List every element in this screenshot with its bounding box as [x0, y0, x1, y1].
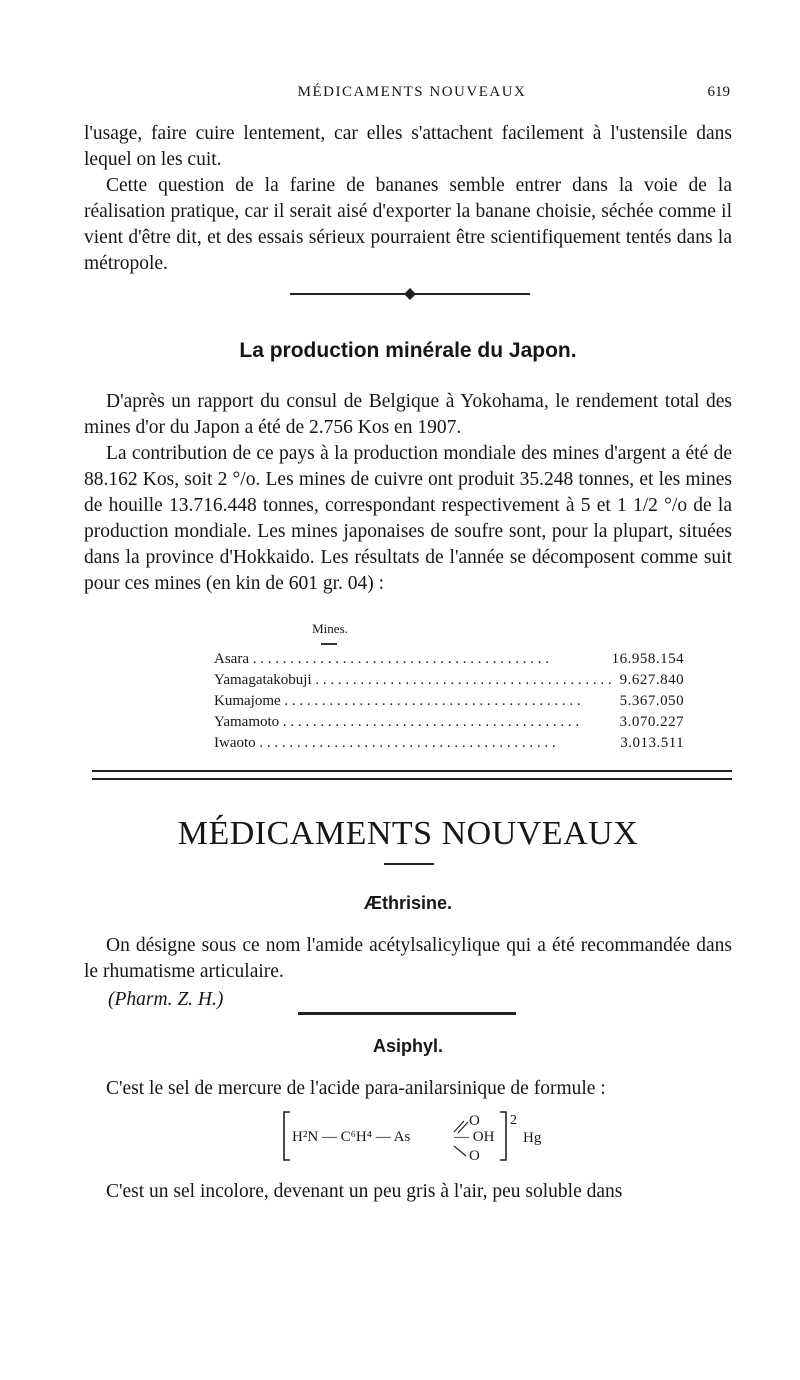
formula-metal: Hg: [523, 1130, 542, 1146]
aethrisine-reference: (Pharm. Z. H.): [108, 989, 224, 1010]
asiphyl-paragraph: C'est le sel de mercure de l'acide para-anilarsinique de formule :: [106, 1078, 606, 1099]
mine-value: 3.070.227: [619, 714, 685, 730]
intro-paragraph: Cette question de la farine de bananes semble entrer dans la voie de la réalisation pratique, car il serait aisé d'exporter la banane choisie, séchée comme il vient d'être dit, et des essais sérieux pourraient être scientifiquement tentés dans la métropole.: [84, 175, 732, 274]
formula-left-group: H²N — C⁶H⁴ — As: [292, 1129, 411, 1145]
mines-table-row: [214, 712, 684, 733]
asiphyl-block: [84, 1076, 732, 1102]
mines-table-heading: Mines.: [312, 621, 348, 636]
mine-name: Asara . . . . . . . . . . . . . . . . . . . . . . . . . . . . . . . . . . . . . . . .: [214, 651, 549, 667]
formula-middle-group: — OH: [454, 1129, 495, 1145]
formula-single-bond: [454, 1146, 466, 1156]
mines-table: [214, 649, 684, 754]
mine-value: 3.013.511: [620, 735, 685, 751]
asiphyl-last-line-block: [84, 1179, 744, 1205]
asiphyl-title: Asiphyl.: [372, 1036, 443, 1056]
entry-divider-rule: [298, 1012, 516, 1015]
japon-block: [84, 389, 732, 597]
asiphyl-last-line: C'est un sel incolore, devenant un peu gris à l'air, peu soluble dans: [106, 1181, 623, 1202]
japon-paragraph-2: La contribution de ce pays à la production mondiale des mines d'argent a été de 88.162 Kos, soit 2 °/o. Les mines de cuivre ont produit 35.248 tonnes, et les mines de houille 13.716.448 tonnes, correspondant respectivement à 5 et 1 1/2 °/o de la production mondiale. Les mines japonaises de soufre sont, pour la plupart, situées dans la province d'Hokkaido. Les résultats de l'année se décomposent comme suit pour ces mines (en kin de 601 gr. 04) :: [84, 443, 732, 594]
mines-table-row: [214, 649, 684, 670]
formula-lower-oxygen: O: [469, 1148, 480, 1164]
aethrisine-block: [84, 933, 732, 985]
formula-left-bracket: [284, 1112, 290, 1160]
mines-table-row: [214, 670, 684, 691]
aethrisine-title: Æthrisine.: [363, 893, 452, 913]
mine-name: Iwaoto . . . . . . . . . . . . . . . . . . . . . . . . . . . . . . . . . . . . . . . .: [214, 735, 556, 751]
mines-heading-dash: [321, 643, 337, 645]
formula-upper-oxygen: O: [469, 1113, 480, 1129]
chemical-formula: [280, 1108, 550, 1168]
mine-value: 16.958.154: [611, 651, 685, 667]
mine-name: Yamagatakobuji . . . . . . . . . . . . . . . . . . . . . . . . . . . . . . . . . . . . . . . .: [214, 672, 612, 688]
running-head-title: MÉDICAMENTS NOUVEAUX: [297, 84, 527, 100]
section-title-japon: La production minérale du Japon.: [239, 339, 577, 362]
mine-value: 5.367.050: [619, 693, 685, 709]
intro-text: l'usage, faire cuire lentement, car elles s'attachent facilement à l'ustensile dans lequel on les cuit.: [84, 123, 732, 170]
chapter-title-rule: [384, 863, 434, 865]
running-head: [82, 84, 742, 106]
mines-table-row: [214, 691, 684, 712]
aethrisine-paragraph: On désigne sous ce nom l'amide acétylsalicylique qui a été recommandée dans le rhumatisme articulaire.: [84, 935, 732, 982]
mines-table-body: [214, 649, 684, 754]
chapter-title: MÉDICAMENTS NOUVEAUX: [177, 815, 639, 852]
japon-paragraph-1: D'après un rapport du consul de Belgique à Yokohama, le rendement total des mines d'or du Japon a été de 2.756 Kos en 1907.: [84, 391, 732, 438]
formula-right-bracket: [500, 1112, 506, 1160]
mines-table-row: [214, 733, 684, 754]
section-divider-ornament: [290, 287, 530, 301]
mine-name: Kumajome . . . . . . . . . . . . . . . . . . . . . . . . . . . . . . . . . . . . . . . .: [214, 693, 581, 709]
intro-block: [84, 121, 732, 277]
mine-value: 9.627.840: [619, 672, 685, 688]
page-number: 619: [707, 84, 730, 100]
double-rule-divider: [92, 770, 732, 780]
mine-name: Yamamoto . . . . . . . . . . . . . . . . . . . . . . . . . . . . . . . . . . . . . . . .: [214, 714, 580, 730]
formula-exponent: 2: [510, 1113, 517, 1128]
